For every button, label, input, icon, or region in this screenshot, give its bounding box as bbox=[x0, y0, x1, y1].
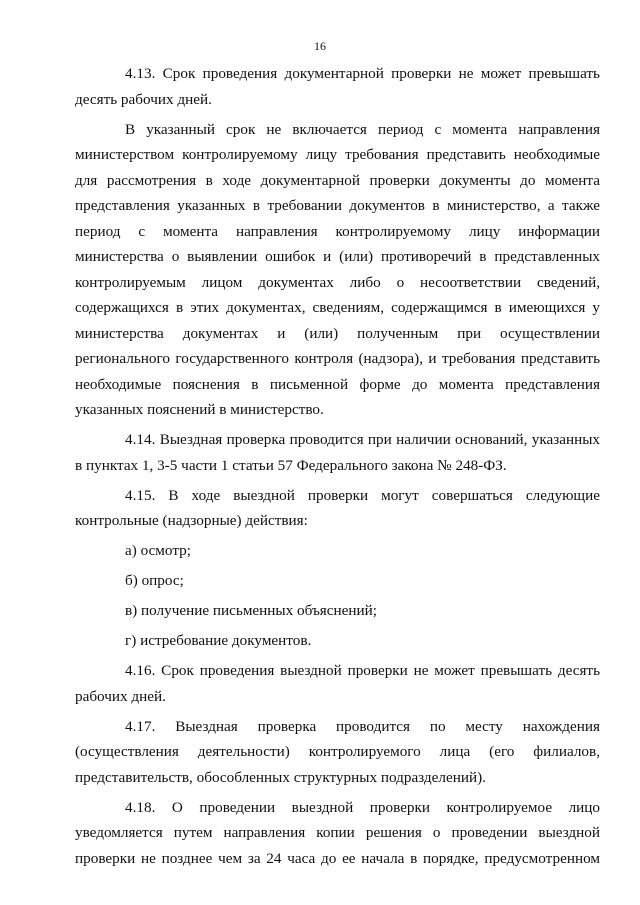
paragraph-4-14: 4.14. Выездная проверка проводится при наличии оснований, указанных в пунктах 1, 3-5 части 1 статьи 57 Федерального закона № 248-ФЗ. bbox=[75, 431, 600, 474]
paragraph-4-18: 4.18. О проведении выездной проверки контролируемое лицо уведомляется путем направления копии решения о проведении выездной проверки не позднее чем за 24 часа до ее начала в порядке, предусмотренном bbox=[75, 798, 600, 867]
document-body bbox=[75, 61, 600, 871]
page-number: 16 bbox=[314, 39, 326, 53]
list-item-b: б) опрос; bbox=[125, 572, 184, 589]
list-item-g: г) истребование документов. bbox=[125, 632, 312, 649]
paragraph-4-15: 4.15. В ходе выездной проверки могут совершаться следующие контрольные (надзорные) действия: bbox=[75, 486, 600, 529]
list-item-a: а) осмотр; bbox=[125, 542, 191, 559]
list-item-v: в) получение письменных объяснений; bbox=[125, 602, 378, 619]
paragraph-4-16: 4.16. Срок проведения выездной проверки не может превышать десять рабочих дней. bbox=[75, 662, 600, 705]
paragraph-4-17: 4.17. Выездная проверка проводится по месту нахождения (осуществления деятельности) контролируемого лица (его филиалов, представительств, обособленных структурных подразделений). bbox=[75, 717, 600, 786]
paragraph-4-13-exclusion: В указанный срок не включается период с момента направления министерством контролируемому лицу требования представить необходимые для рассмотрения в ходе документарной проверки документы до момента представления указанных в требовании документов в министерство, а также период с момента направления контролируемому лицу информации министерства о выявлении ошибок и (или) противоречий в представленных контролируемым лицом документах либо о несоответствии сведений, содержащихся в этих документах, сведениям, содержащимся в имеющихся у министерства документах и (или) полученным при осуществлении регионального государственного контроля (надзора), и требования представить необходимые пояснения в письменной форме до момента представления указанных пояснений в министерство. bbox=[75, 120, 600, 418]
paragraph-4-13: 4.13. Срок проведения документарной проверки не может превышать десять рабочих дней. bbox=[75, 65, 600, 108]
